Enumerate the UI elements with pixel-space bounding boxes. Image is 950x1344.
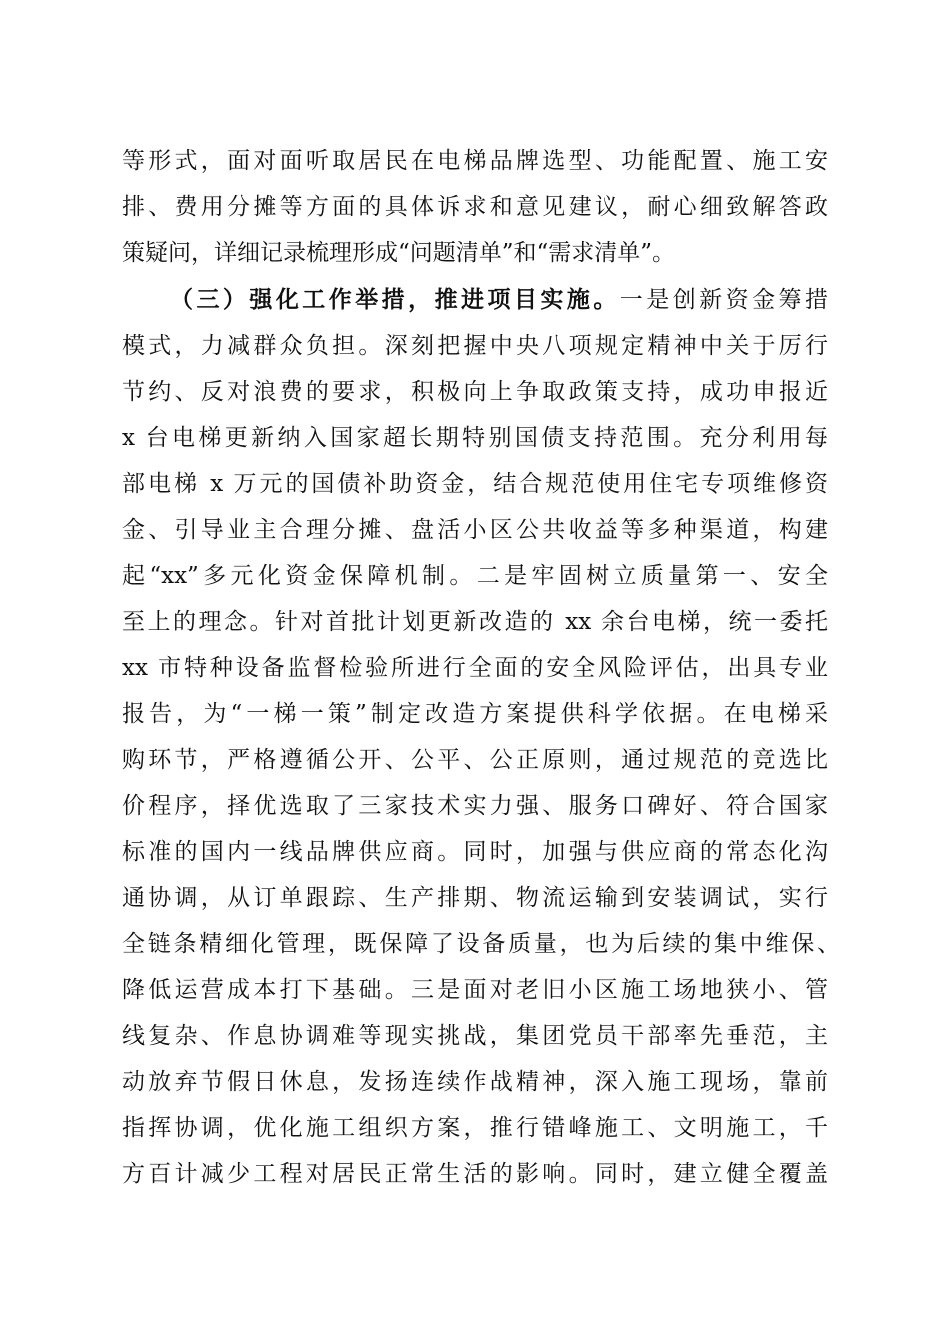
text-line: 排、费用分摊等方面的具体诉求和意见建议，耐心细致解答政 <box>122 194 828 220</box>
section-3-first-line <box>170 280 828 320</box>
text-line: 降低运营成本打下基础。三是面对老旧小区施工场地狭小、管 <box>122 977 828 1003</box>
text-line: 部电梯 x 万元的国债补助资金，结合规范使用住宅专项维修资 <box>122 471 828 497</box>
text-line: 方百计减少工程对居民正常生活的影响。同时，建立健全覆盖 <box>122 1161 828 1187</box>
text-line: 节约、反对浪费的要求，积极向上争取政策支持，成功申报近 <box>122 379 828 405</box>
text-line: 购环节，严格遵循公开、公平、公正原则，通过规范的竞选比 <box>122 747 828 773</box>
section-3-first-line-rest: 一是创新资金筹措 <box>619 287 829 313</box>
text-line: 等形式，面对面听取居民在电梯品牌选型、功能配置、施工安 <box>122 148 828 174</box>
text-line: 指挥协调，优化施工组织方案，推行错峰施工、文明施工，千 <box>122 1115 828 1141</box>
text-line: 至上的理念。针对首批计划更新改造的 xx 余台电梯，统一委托 <box>122 609 828 635</box>
text-line: 通协调，从订单跟踪、生产排期、物流运输到安装调试，实行 <box>122 885 828 911</box>
text-line: 价程序，择优选取了三家技术实力强、服务口碑好、符合国家 <box>122 793 828 819</box>
text-line: 策疑问，详细记录梳理形成“问题清单”和“需求清单”。 <box>122 240 676 266</box>
text-line: 起“xx”多元化资金保障机制。二是牢固树立质量第一、安全 <box>122 563 828 589</box>
text-line: 标准的国内一线品牌供应商。同时，加强与供应商的常态化沟 <box>122 839 828 865</box>
text-line: 金、引导业主合理分摊、盘活小区公共收益等多种渠道，构建 <box>122 517 828 543</box>
section-3-heading: （三）强化工作举措，推进项目实施。 <box>170 286 620 313</box>
text-line: 动放弃节假日休息，发扬连续作战精神，深入施工现场，靠前 <box>122 1069 828 1095</box>
text-line: xx 市特种设备监督检验所进行全面的安全风险评估，出具专业 <box>122 655 828 681</box>
text-line: 全链条精细化管理，既保障了设备质量，也为后续的集中维保、 <box>122 931 840 957</box>
text-line: 线复杂、作息协调难等现实挑战，集团党员干部率先垂范，主 <box>122 1023 828 1049</box>
text-line: 模式，力减群众负担。深刻把握中央八项规定精神中关于厉行 <box>122 333 828 359</box>
text-line: 报告，为“一梯一策”制定改造方案提供科学依据。在电梯采 <box>122 701 828 727</box>
text-line: x 台电梯更新纳入国家超长期特别国债支持范围。充分利用每 <box>122 425 828 451</box>
